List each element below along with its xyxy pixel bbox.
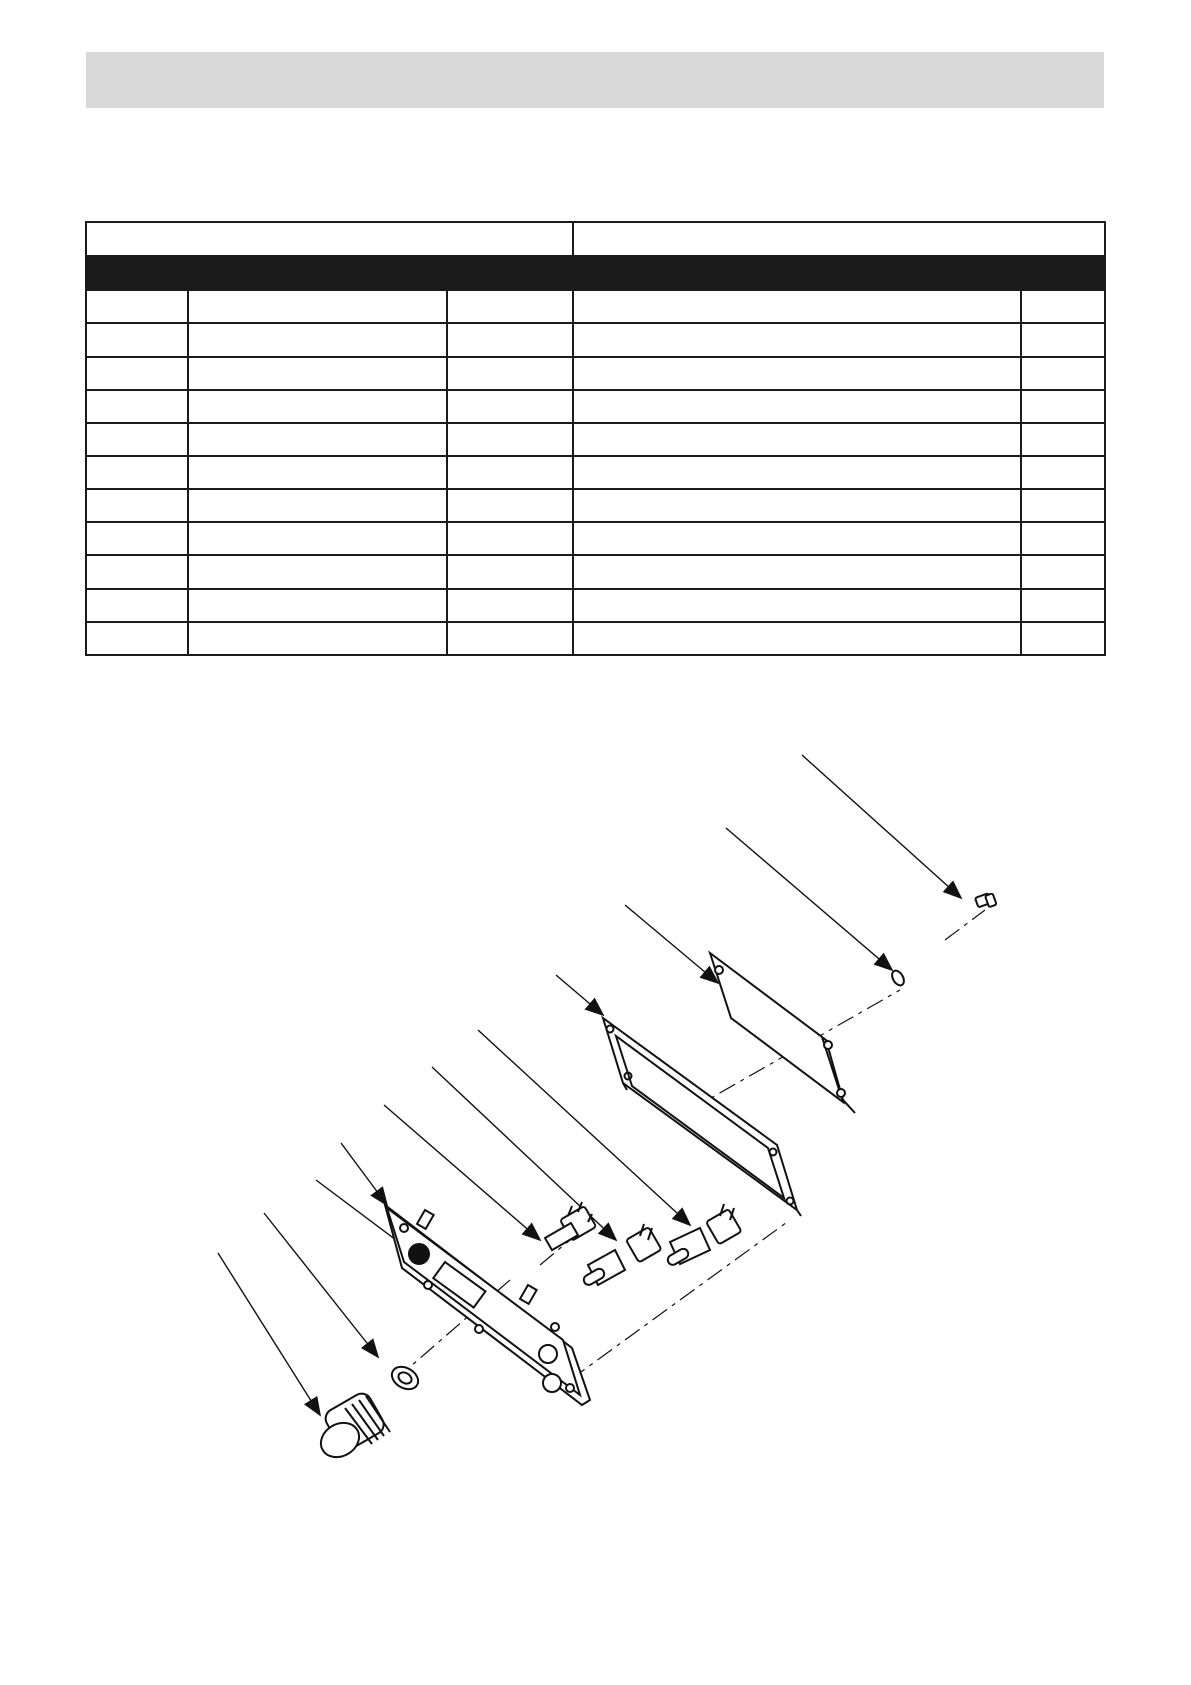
leader-line-washer [726,828,892,970]
table-row [86,622,1105,655]
leader-lines [218,755,961,1415]
table-row [86,390,1105,423]
parts-table [85,221,1106,656]
leader-line-knob [218,1253,320,1415]
small-washer [890,969,907,988]
table-row [86,522,1105,555]
screw [975,893,997,907]
table-row [86,357,1105,390]
section-cell [86,256,1105,290]
leader-line-potentiometer [384,1105,540,1240]
switch-middle [582,1224,662,1287]
table-row [86,290,1105,323]
table-header-row [86,222,1105,256]
leader-line-screw [802,755,961,898]
leader-line-cover [625,905,718,983]
header-cell-right [573,222,1105,256]
table-row [86,555,1105,588]
table-row [86,589,1105,622]
header-bar [86,52,1104,108]
table-row [86,456,1105,489]
header-cell-left [86,222,573,256]
table-row [86,489,1105,522]
leader-line-nut [264,1213,378,1357]
nut [388,1362,422,1393]
table-row [86,323,1105,356]
cover-plate [710,953,855,1113]
exploded-diagram [0,700,1191,1500]
potentiometer [545,1202,596,1250]
table-section-row [86,256,1105,290]
table-row [86,423,1105,456]
leader-line-gasket [556,975,603,1015]
leader-line-panel [341,1143,387,1205]
knob [315,1390,390,1464]
